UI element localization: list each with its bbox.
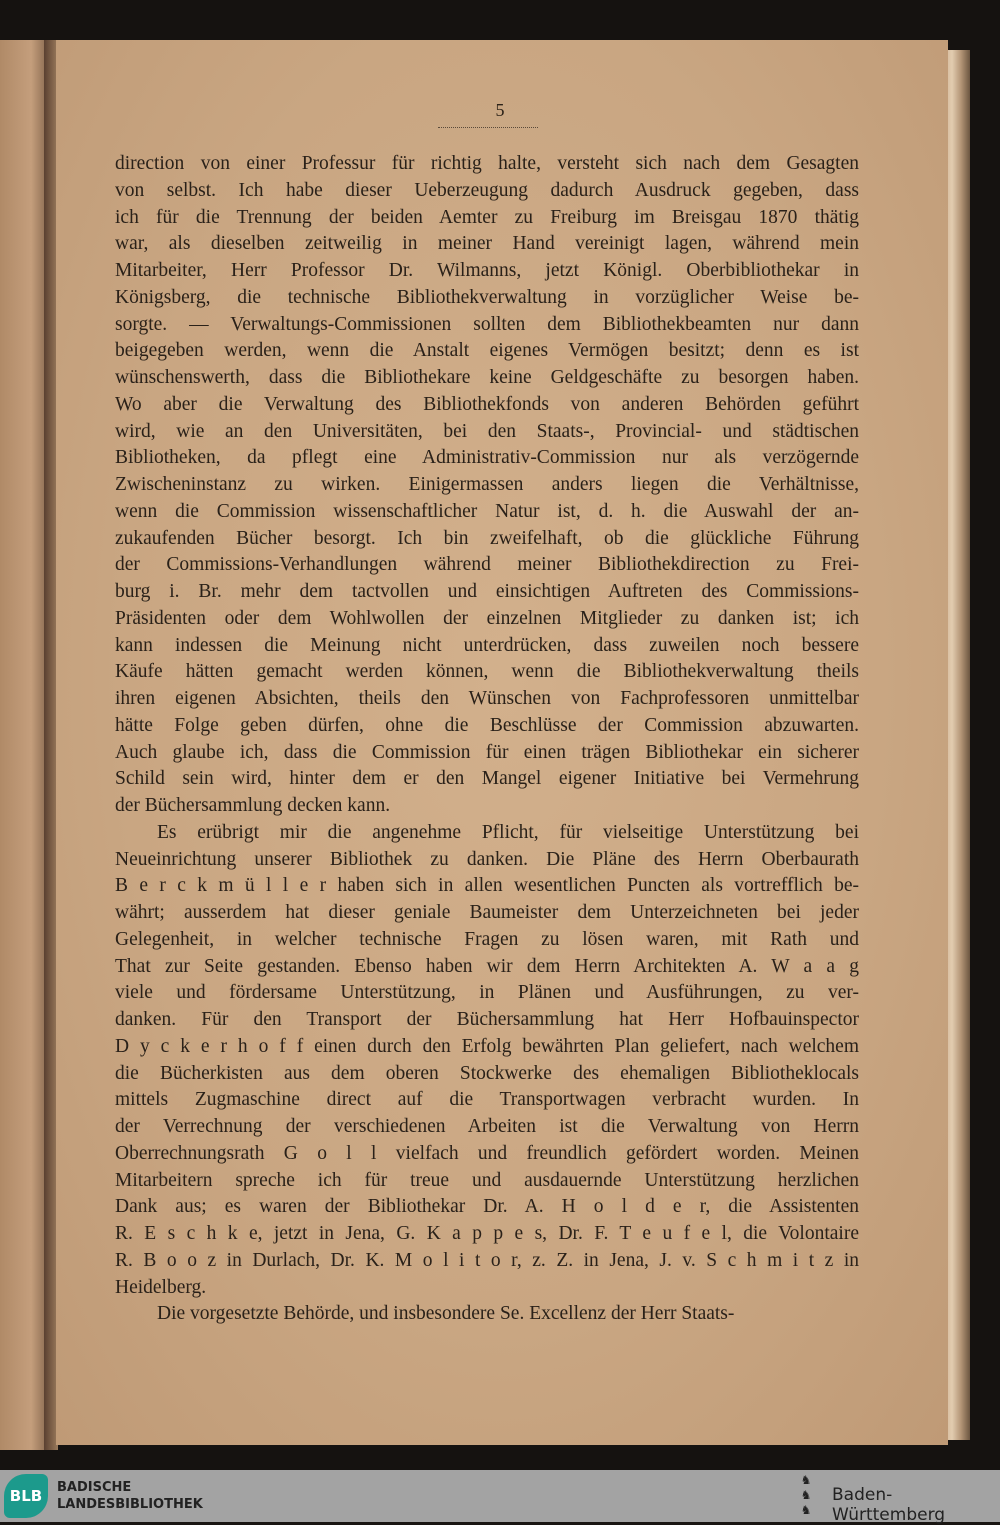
text-line: sorgte. — Verwaltungs-Commissionen sollten dem Bibliothekbeamten nur dann xyxy=(115,313,859,335)
bw-lions-icon: ♞ ♞ ♞ xyxy=(800,1473,812,1517)
blb-logo[interactable]: BLB xyxy=(4,1474,48,1518)
text-line: That zur Seite gestanden. Ebenso haben wir dem Herrn Architekten A. W a a g xyxy=(115,955,859,977)
text-line: Königsberg, die technische Bibliothekverwaltung in vorzüglicher Weise be- xyxy=(115,286,859,308)
text-line: währt; ausserdem hat dieser geniale Baumeister dem Unterzeichneten bei jeder xyxy=(115,902,859,923)
library-name-line2: LANDESBIBLIOTHEK xyxy=(57,1497,203,1512)
text-line: Präsidenten oder dem Wohlwollen der einzelnen Mitglieder zu danken ist; ich xyxy=(115,607,859,629)
text-line: kann indessen die Meinung nicht unterdrücken, dass zuweilen noch bessere xyxy=(115,634,859,656)
text-line: Neueinrichtung unserer Bibliothek zu danken. Die Pläne des Herrn Oberbaurath xyxy=(115,848,859,870)
footer-bar xyxy=(0,1470,1000,1525)
text-line: Schild sein wird, hinter dem er den Mangel eigener Initiative bei Vermehrung xyxy=(115,768,859,790)
text-line: wünschenswerth, dass die Bibliothekare keine Geldgeschäfte zu besorgen haben. xyxy=(115,367,859,388)
text-line: beigegeben werden, wenn die Anstalt eigenes Vermögen besitzt; denn es ist xyxy=(115,340,859,362)
text-line: Zwischeninstanz zu wirken. Einigermassen anders liegen die Verhältnisse, xyxy=(115,474,859,495)
text-line: ihren eigenen Absichten, theils den Wünschen von Fachprofessoren unmittelbar xyxy=(115,688,859,709)
text-line: R. E s c h k e, jetzt in Jena, G. K a p p e s, Dr. F. T e u f e l, die Volontaire xyxy=(115,1223,859,1244)
text-line: viele und fördersame Unterstützung, in Plänen und Ausführungen, zu ver- xyxy=(115,982,859,1004)
text-line: ich für die Trennung der beiden Aemter zu Freiburg im Breisgau 1870 thätig xyxy=(115,206,859,228)
text-line: wird, wie an den Universitäten, bei den Staats-, Provincial- und städtischen xyxy=(115,420,859,442)
text-line: zukaufenden Bücher besorgt. Ich bin zweifelhaft, ob die glückliche Führung xyxy=(115,527,859,549)
page-number: 5 xyxy=(495,100,505,120)
text-line: Wo aber die Verwaltung des Bibliothekfonds von anderen Behörden geführt xyxy=(115,393,859,415)
library-name-line1: BADISCHE xyxy=(57,1480,132,1495)
page-number-ornament xyxy=(438,122,538,128)
text-line: der Commissions-Verhandlungen während meiner Bibliothekdirection zu Frei- xyxy=(115,554,859,576)
text-line: Mitarbeiter, Herr Professor Dr. Wilmanns, jetzt Königl. Oberbibliothekar in xyxy=(115,260,859,281)
text-line: Käufe hätten gemacht werden können, wenn die Bibliothekverwaltung theils xyxy=(115,661,859,683)
text-line: die Bücherkisten aus dem oberen Stockwerke des ehemaligen Bibliotheklocals xyxy=(115,1062,859,1084)
text-line: von selbst. Ich habe dieser Ueberzeugung dadurch Ausdruck gegeben, dass xyxy=(115,179,859,201)
text-line: wenn die Commission wissenschaftlicher Natur ist, d. h. die Auswahl der an- xyxy=(115,500,859,522)
text-line: mittels Zugmaschine direct auf die Transportwagen verbracht wurden. In xyxy=(115,1089,859,1111)
text-line: burg i. Br. mehr dem tactvollen und einsichtigen Auftreten des Commissions- xyxy=(115,581,859,602)
text-line: Mitarbeitern spreche ich für treue und ausdauernde Unterstützung herzlichen xyxy=(115,1169,859,1191)
text-line: war, als dieselben zeitweilig in meiner Hand vereinigt lagen, während mein xyxy=(115,233,859,255)
text-line: Bibliotheken, da pflegt eine Administrativ-Commission nur als verzögernde xyxy=(115,447,859,469)
text-line: der Büchersammlung decken kann. xyxy=(115,795,391,816)
text-line: direction von einer Professur für richtig halte, versteht sich nach dem Gesagten xyxy=(115,153,859,174)
body-text xyxy=(115,151,859,1328)
text-line: Dank aus; es waren der Bibliothekar Dr. A. H o l d e r, die Assistenten xyxy=(115,1196,859,1218)
text-line: Auch glaube ich, dass die Commission für einen trägen Bibliothekar ein sicherer xyxy=(115,741,859,763)
text-line: D y c k e r h o f f einen durch den Erfolg bewährten Plan geliefert, nach welchem xyxy=(115,1035,859,1057)
text-line: Oberrechnungsrath G o l l vielfach und freundlich gefördert worden. Meinen xyxy=(115,1142,859,1164)
text-line: hätte Folge geben dürfen, ohne die Beschlüsse der Commission abzuwarten. xyxy=(115,714,859,736)
text-line: Heidelberg. xyxy=(115,1276,207,1298)
text-line: Die vorgesetzte Behörde, und insbesondere Se. Excellenz der Herr Staats- xyxy=(157,1303,735,1325)
text-line: B e r c k m ü l l e r haben sich in allen wesentlichen Puncten als vortrefflich be- xyxy=(115,875,859,897)
state-name[interactable]: Baden-Württemberg xyxy=(832,1485,946,1525)
text-line: Gelegenheit, in welcher technische Fragen zu lösen waren, mit Rath und xyxy=(115,928,859,950)
text-line: R. B o o z in Durlach, Dr. K. M o l i t o r, z. Z. in Jena, J. v. S c h m i t z in xyxy=(115,1249,859,1271)
text-line: der Verrechnung der verschiedenen Arbeiten ist die Verwaltung von Herrn xyxy=(115,1116,859,1137)
text-line: Es erübrigt mir die angenehme Pflicht, für vielseitige Unterstützung bei xyxy=(157,821,859,843)
text-line: danken. Für den Transport der Büchersammlung hat Herr Hofbauinspector xyxy=(115,1009,859,1030)
library-name[interactable] xyxy=(57,1479,203,1513)
